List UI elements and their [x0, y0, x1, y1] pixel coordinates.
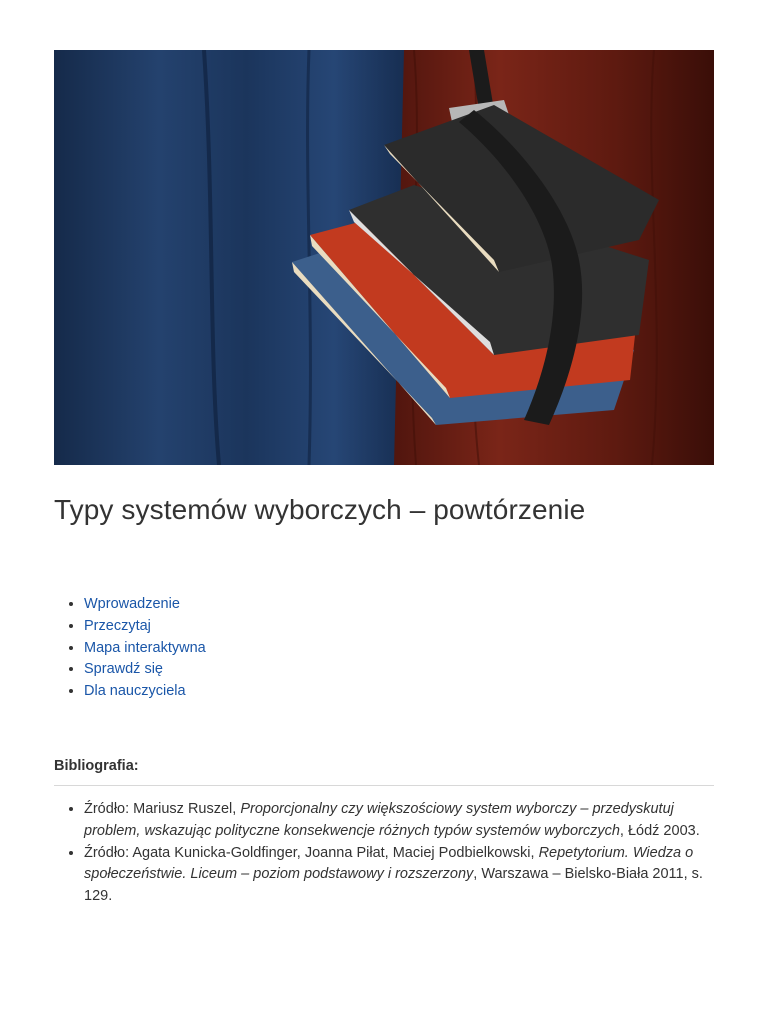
entry-suffix: , Łódź 2003.	[619, 822, 700, 839]
toc-link-introduction[interactable]: Wprowadzenie	[84, 596, 180, 612]
bibliography-entry	[84, 843, 714, 908]
table-of-contents	[54, 594, 206, 703]
entry-suffix: , Warszawa – Bielsko-Biała 2011, s. 129.	[84, 866, 703, 905]
hero-image	[54, 50, 714, 465]
entry-prefix: Źródło: Agata Kunicka-Goldfinger, Joanna Piłat, Maciej Podbielkowski,	[84, 844, 539, 861]
toc-item-check-yourself	[84, 659, 206, 681]
toc-link-read[interactable]: Przeczytaj	[84, 617, 151, 634]
entry-prefix: Źródło: Mariusz Ruszel,	[84, 801, 241, 817]
toc-link-for-teacher[interactable]: Dla nauczyciela	[84, 683, 186, 700]
toc-link-interactive-map[interactable]: Mapa interaktywna	[84, 639, 206, 656]
toc-link-check-yourself[interactable]: Sprawdź się	[84, 661, 163, 678]
entry-title: Repetytorium. Wiedza o społeczeństwie. Liceum – poziom podstawowy i rozszerzony	[84, 844, 694, 883]
page-title: Typy systemów wyborczych – powtórzenie	[54, 494, 586, 525]
toc-item-introduction	[84, 594, 206, 616]
bibliography-list	[54, 799, 714, 908]
toc-item-for-teacher	[84, 681, 206, 703]
divider	[54, 785, 714, 786]
toc-item-read	[84, 616, 206, 638]
entry-title: Proporcjonalny czy większościowy system wyborczy – przedyskutuj problem, wskazując polityczne konsekwencje różnych typów systemów wyborczych	[84, 801, 674, 839]
stack-of-books-on-strap-image	[54, 50, 714, 465]
toc-item-interactive-map	[84, 638, 206, 660]
bibliography-entry	[84, 799, 714, 843]
bibliography-heading: Bibliografia:	[54, 758, 139, 774]
